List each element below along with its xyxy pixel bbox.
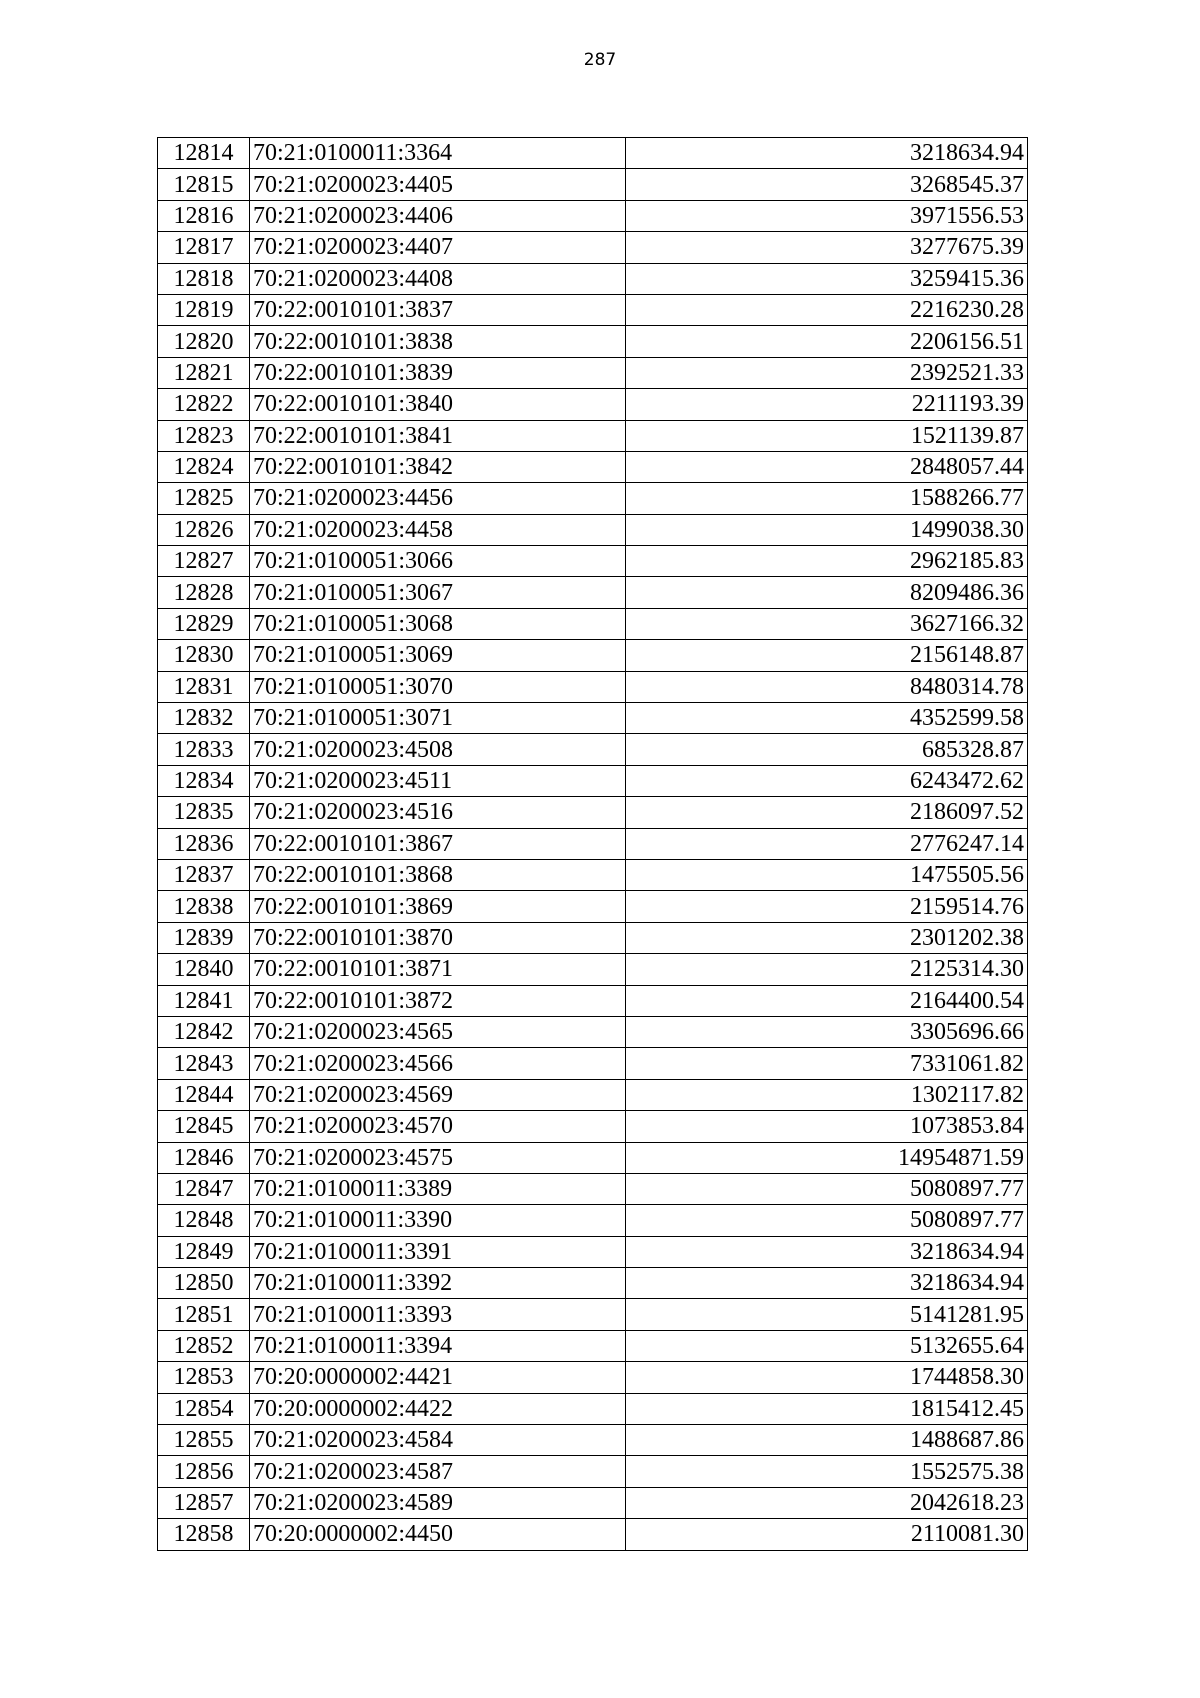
table-row — [158, 922, 1028, 953]
table-row — [158, 1048, 1028, 1079]
cadastral-value-cell: 2206156.51 — [626, 326, 1028, 357]
row-number-cell: 12819 — [158, 294, 250, 325]
cadastral-number-cell: 70:21:0200023:4511 — [250, 765, 626, 796]
table-row — [158, 1456, 1028, 1487]
cadastral-number-cell: 70:21:0100011:3391 — [250, 1236, 626, 1267]
cadastral-number-cell: 70:21:0200023:4408 — [250, 263, 626, 294]
cadastral-value-cell: 2962185.83 — [626, 546, 1028, 577]
cadastral-value-table — [157, 137, 1028, 1551]
cadastral-value-cell: 2164400.54 — [626, 985, 1028, 1016]
table-row — [158, 577, 1028, 608]
table-row — [158, 1236, 1028, 1267]
table-row — [158, 1393, 1028, 1424]
cadastral-value-cell: 5080897.77 — [626, 1205, 1028, 1236]
cadastral-number-cell: 70:21:0200023:4587 — [250, 1456, 626, 1487]
table-row — [158, 1299, 1028, 1330]
cadastral-number-cell: 70:21:0200023:4405 — [250, 169, 626, 200]
table-row — [158, 357, 1028, 388]
table-row — [158, 294, 1028, 325]
cadastral-value-cell: 4352599.58 — [626, 703, 1028, 734]
cadastral-value-cell: 1521139.87 — [626, 420, 1028, 451]
row-number-cell: 12824 — [158, 451, 250, 482]
cadastral-number-cell: 70:22:0010101:3841 — [250, 420, 626, 451]
cadastral-number-cell: 70:22:0010101:3870 — [250, 922, 626, 953]
cadastral-value-cell: 6243472.62 — [626, 765, 1028, 796]
table-row — [158, 1173, 1028, 1204]
cadastral-value-cell: 2392521.33 — [626, 357, 1028, 388]
row-number-cell: 12818 — [158, 263, 250, 294]
cadastral-number-cell: 70:21:0200023:4565 — [250, 1016, 626, 1047]
cadastral-number-cell: 70:21:0100051:3066 — [250, 546, 626, 577]
cadastral-value-cell: 1073853.84 — [626, 1111, 1028, 1142]
cadastral-number-cell: 70:21:0100051:3068 — [250, 608, 626, 639]
row-number-cell: 12817 — [158, 232, 250, 263]
row-number-cell: 12853 — [158, 1362, 250, 1393]
cadastral-number-cell: 70:21:0200023:4508 — [250, 734, 626, 765]
cadastral-value-cell: 2156148.87 — [626, 640, 1028, 671]
row-number-cell: 12822 — [158, 389, 250, 420]
row-number-cell: 12833 — [158, 734, 250, 765]
row-number-cell: 12815 — [158, 169, 250, 200]
table-row — [158, 703, 1028, 734]
cadastral-value-cell: 8209486.36 — [626, 577, 1028, 608]
cadastral-number-cell: 70:22:0010101:3868 — [250, 859, 626, 890]
table-row — [158, 326, 1028, 357]
table-row — [158, 765, 1028, 796]
cadastral-number-cell: 70:21:0200023:4570 — [250, 1111, 626, 1142]
table-row — [158, 420, 1028, 451]
table-row — [158, 1487, 1028, 1518]
cadastral-number-cell: 70:21:0100051:3071 — [250, 703, 626, 734]
row-number-cell: 12846 — [158, 1142, 250, 1173]
cadastral-number-cell: 70:22:0010101:3837 — [250, 294, 626, 325]
row-number-cell: 12852 — [158, 1330, 250, 1361]
row-number-cell: 12836 — [158, 828, 250, 859]
cadastral-number-cell: 70:20:0000002:4450 — [250, 1519, 626, 1550]
cadastral-value-cell: 1302117.82 — [626, 1079, 1028, 1110]
row-number-cell: 12837 — [158, 859, 250, 890]
cadastral-number-cell: 70:21:0200023:4407 — [250, 232, 626, 263]
row-number-cell: 12831 — [158, 671, 250, 702]
table-row — [158, 1330, 1028, 1361]
cadastral-value-cell: 3218634.94 — [626, 138, 1028, 169]
table-row — [158, 1519, 1028, 1550]
cadastral-number-cell: 70:21:0100011:3393 — [250, 1299, 626, 1330]
cadastral-value-cell: 2110081.30 — [626, 1519, 1028, 1550]
row-number-cell: 12839 — [158, 922, 250, 953]
cadastral-number-cell: 70:21:0100051:3067 — [250, 577, 626, 608]
table-row — [158, 608, 1028, 639]
table-row — [158, 1268, 1028, 1299]
row-number-cell: 12847 — [158, 1173, 250, 1204]
cadastral-number-cell: 70:21:0200023:4566 — [250, 1048, 626, 1079]
table-row — [158, 859, 1028, 890]
cadastral-value-cell: 1588266.77 — [626, 483, 1028, 514]
row-number-cell: 12830 — [158, 640, 250, 671]
table-row — [158, 1205, 1028, 1236]
table-row — [158, 389, 1028, 420]
cadastral-value-cell: 3305696.66 — [626, 1016, 1028, 1047]
cadastral-number-cell: 70:21:0100011:3390 — [250, 1205, 626, 1236]
table-row — [158, 546, 1028, 577]
cadastral-value-cell: 2125314.30 — [626, 954, 1028, 985]
row-number-cell: 12835 — [158, 797, 250, 828]
table-row — [158, 483, 1028, 514]
cadastral-value-cell: 3971556.53 — [626, 200, 1028, 231]
table-row — [158, 169, 1028, 200]
cadastral-value-cell: 2186097.52 — [626, 797, 1028, 828]
cadastral-value-cell: 685328.87 — [626, 734, 1028, 765]
row-number-cell: 12849 — [158, 1236, 250, 1267]
row-number-cell: 12834 — [158, 765, 250, 796]
row-number-cell: 12840 — [158, 954, 250, 985]
cadastral-value-cell: 1744858.30 — [626, 1362, 1028, 1393]
cadastral-value-cell: 3268545.37 — [626, 169, 1028, 200]
cadastral-value-cell: 2776247.14 — [626, 828, 1028, 859]
row-number-cell: 12823 — [158, 420, 250, 451]
row-number-cell: 12821 — [158, 357, 250, 388]
cadastral-value-cell: 2216230.28 — [626, 294, 1028, 325]
cadastral-number-cell: 70:21:0100011:3394 — [250, 1330, 626, 1361]
cadastral-number-cell: 70:21:0100011:3389 — [250, 1173, 626, 1204]
row-number-cell: 12850 — [158, 1268, 250, 1299]
table-row — [158, 1142, 1028, 1173]
row-number-cell: 12851 — [158, 1299, 250, 1330]
table-row — [158, 640, 1028, 671]
cadastral-value-cell: 5141281.95 — [626, 1299, 1028, 1330]
cadastral-value-cell: 3277675.39 — [626, 232, 1028, 263]
cadastral-number-cell: 70:21:0100051:3069 — [250, 640, 626, 671]
cadastral-value-cell: 2211193.39 — [626, 389, 1028, 420]
cadastral-number-cell: 70:21:0200023:4589 — [250, 1487, 626, 1518]
table-row — [158, 451, 1028, 482]
table-row — [158, 671, 1028, 702]
row-number-cell: 12838 — [158, 891, 250, 922]
cadastral-number-cell: 70:21:0200023:4569 — [250, 1079, 626, 1110]
cadastral-value-cell: 1815412.45 — [626, 1393, 1028, 1424]
cadastral-value-cell: 3259415.36 — [626, 263, 1028, 294]
table-row — [158, 263, 1028, 294]
cadastral-value-cell: 2301202.38 — [626, 922, 1028, 953]
table-row — [158, 954, 1028, 985]
cadastral-value-cell: 1475505.56 — [626, 859, 1028, 890]
row-number-cell: 12825 — [158, 483, 250, 514]
row-number-cell: 12832 — [158, 703, 250, 734]
cadastral-number-cell: 70:22:0010101:3839 — [250, 357, 626, 388]
row-number-cell: 12858 — [158, 1519, 250, 1550]
table-row — [158, 828, 1028, 859]
cadastral-value-cell: 5080897.77 — [626, 1173, 1028, 1204]
table-row — [158, 985, 1028, 1016]
table-row — [158, 797, 1028, 828]
table-row — [158, 1016, 1028, 1047]
cadastral-value-cell: 1488687.86 — [626, 1425, 1028, 1456]
cadastral-number-cell: 70:22:0010101:3872 — [250, 985, 626, 1016]
cadastral-value-cell: 1552575.38 — [626, 1456, 1028, 1487]
row-number-cell: 12841 — [158, 985, 250, 1016]
cadastral-number-cell: 70:22:0010101:3869 — [250, 891, 626, 922]
cadastral-number-cell: 70:21:0200023:4456 — [250, 483, 626, 514]
cadastral-number-cell: 70:22:0010101:3871 — [250, 954, 626, 985]
table-row — [158, 200, 1028, 231]
row-number-cell: 12856 — [158, 1456, 250, 1487]
table-row — [158, 1362, 1028, 1393]
table-row — [158, 1425, 1028, 1456]
row-number-cell: 12842 — [158, 1016, 250, 1047]
row-number-cell: 12826 — [158, 514, 250, 545]
cadastral-value-cell: 3627166.32 — [626, 608, 1028, 639]
cadastral-number-cell: 70:20:0000002:4421 — [250, 1362, 626, 1393]
table-row — [158, 138, 1028, 169]
row-number-cell: 12843 — [158, 1048, 250, 1079]
cadastral-value-cell: 3218634.94 — [626, 1268, 1028, 1299]
row-number-cell: 12848 — [158, 1205, 250, 1236]
cadastral-number-cell: 70:22:0010101:3867 — [250, 828, 626, 859]
cadastral-value-cell: 2159514.76 — [626, 891, 1028, 922]
cadastral-value-cell: 1499038.30 — [626, 514, 1028, 545]
cadastral-number-cell: 70:22:0010101:3838 — [250, 326, 626, 357]
table-row — [158, 514, 1028, 545]
cadastral-value-cell: 5132655.64 — [626, 1330, 1028, 1361]
table-row — [158, 232, 1028, 263]
cadastral-value-cell: 2042618.23 — [626, 1487, 1028, 1518]
cadastral-number-cell: 70:21:0200023:4458 — [250, 514, 626, 545]
cadastral-value-cell: 3218634.94 — [626, 1236, 1028, 1267]
row-number-cell: 12816 — [158, 200, 250, 231]
cadastral-number-cell: 70:20:0000002:4422 — [250, 1393, 626, 1424]
cadastral-number-cell: 70:22:0010101:3840 — [250, 389, 626, 420]
row-number-cell: 12845 — [158, 1111, 250, 1142]
cadastral-value-cell: 7331061.82 — [626, 1048, 1028, 1079]
cadastral-number-cell: 70:22:0010101:3842 — [250, 451, 626, 482]
table-row — [158, 1111, 1028, 1142]
row-number-cell: 12829 — [158, 608, 250, 639]
cadastral-number-cell: 70:21:0200023:4575 — [250, 1142, 626, 1173]
table-row — [158, 734, 1028, 765]
cadastral-number-cell: 70:21:0100011:3392 — [250, 1268, 626, 1299]
cadastral-number-cell: 70:21:0100011:3364 — [250, 138, 626, 169]
row-number-cell: 12814 — [158, 138, 250, 169]
cadastral-number-cell: 70:21:0200023:4516 — [250, 797, 626, 828]
table-row — [158, 1079, 1028, 1110]
cadastral-number-cell: 70:21:0200023:4584 — [250, 1425, 626, 1456]
row-number-cell: 12820 — [158, 326, 250, 357]
cadastral-number-cell: 70:21:0200023:4406 — [250, 200, 626, 231]
page-number: 287 — [583, 50, 617, 70]
cadastral-value-cell: 8480314.78 — [626, 671, 1028, 702]
row-number-cell: 12857 — [158, 1487, 250, 1518]
cadastral-value-cell: 14954871.59 — [626, 1142, 1028, 1173]
table-row — [158, 891, 1028, 922]
row-number-cell: 12844 — [158, 1079, 250, 1110]
row-number-cell: 12854 — [158, 1393, 250, 1424]
row-number-cell: 12855 — [158, 1425, 250, 1456]
row-number-cell: 12828 — [158, 577, 250, 608]
table-body — [158, 138, 1028, 1551]
cadastral-value-cell: 2848057.44 — [626, 451, 1028, 482]
row-number-cell: 12827 — [158, 546, 250, 577]
cadastral-number-cell: 70:21:0100051:3070 — [250, 671, 626, 702]
